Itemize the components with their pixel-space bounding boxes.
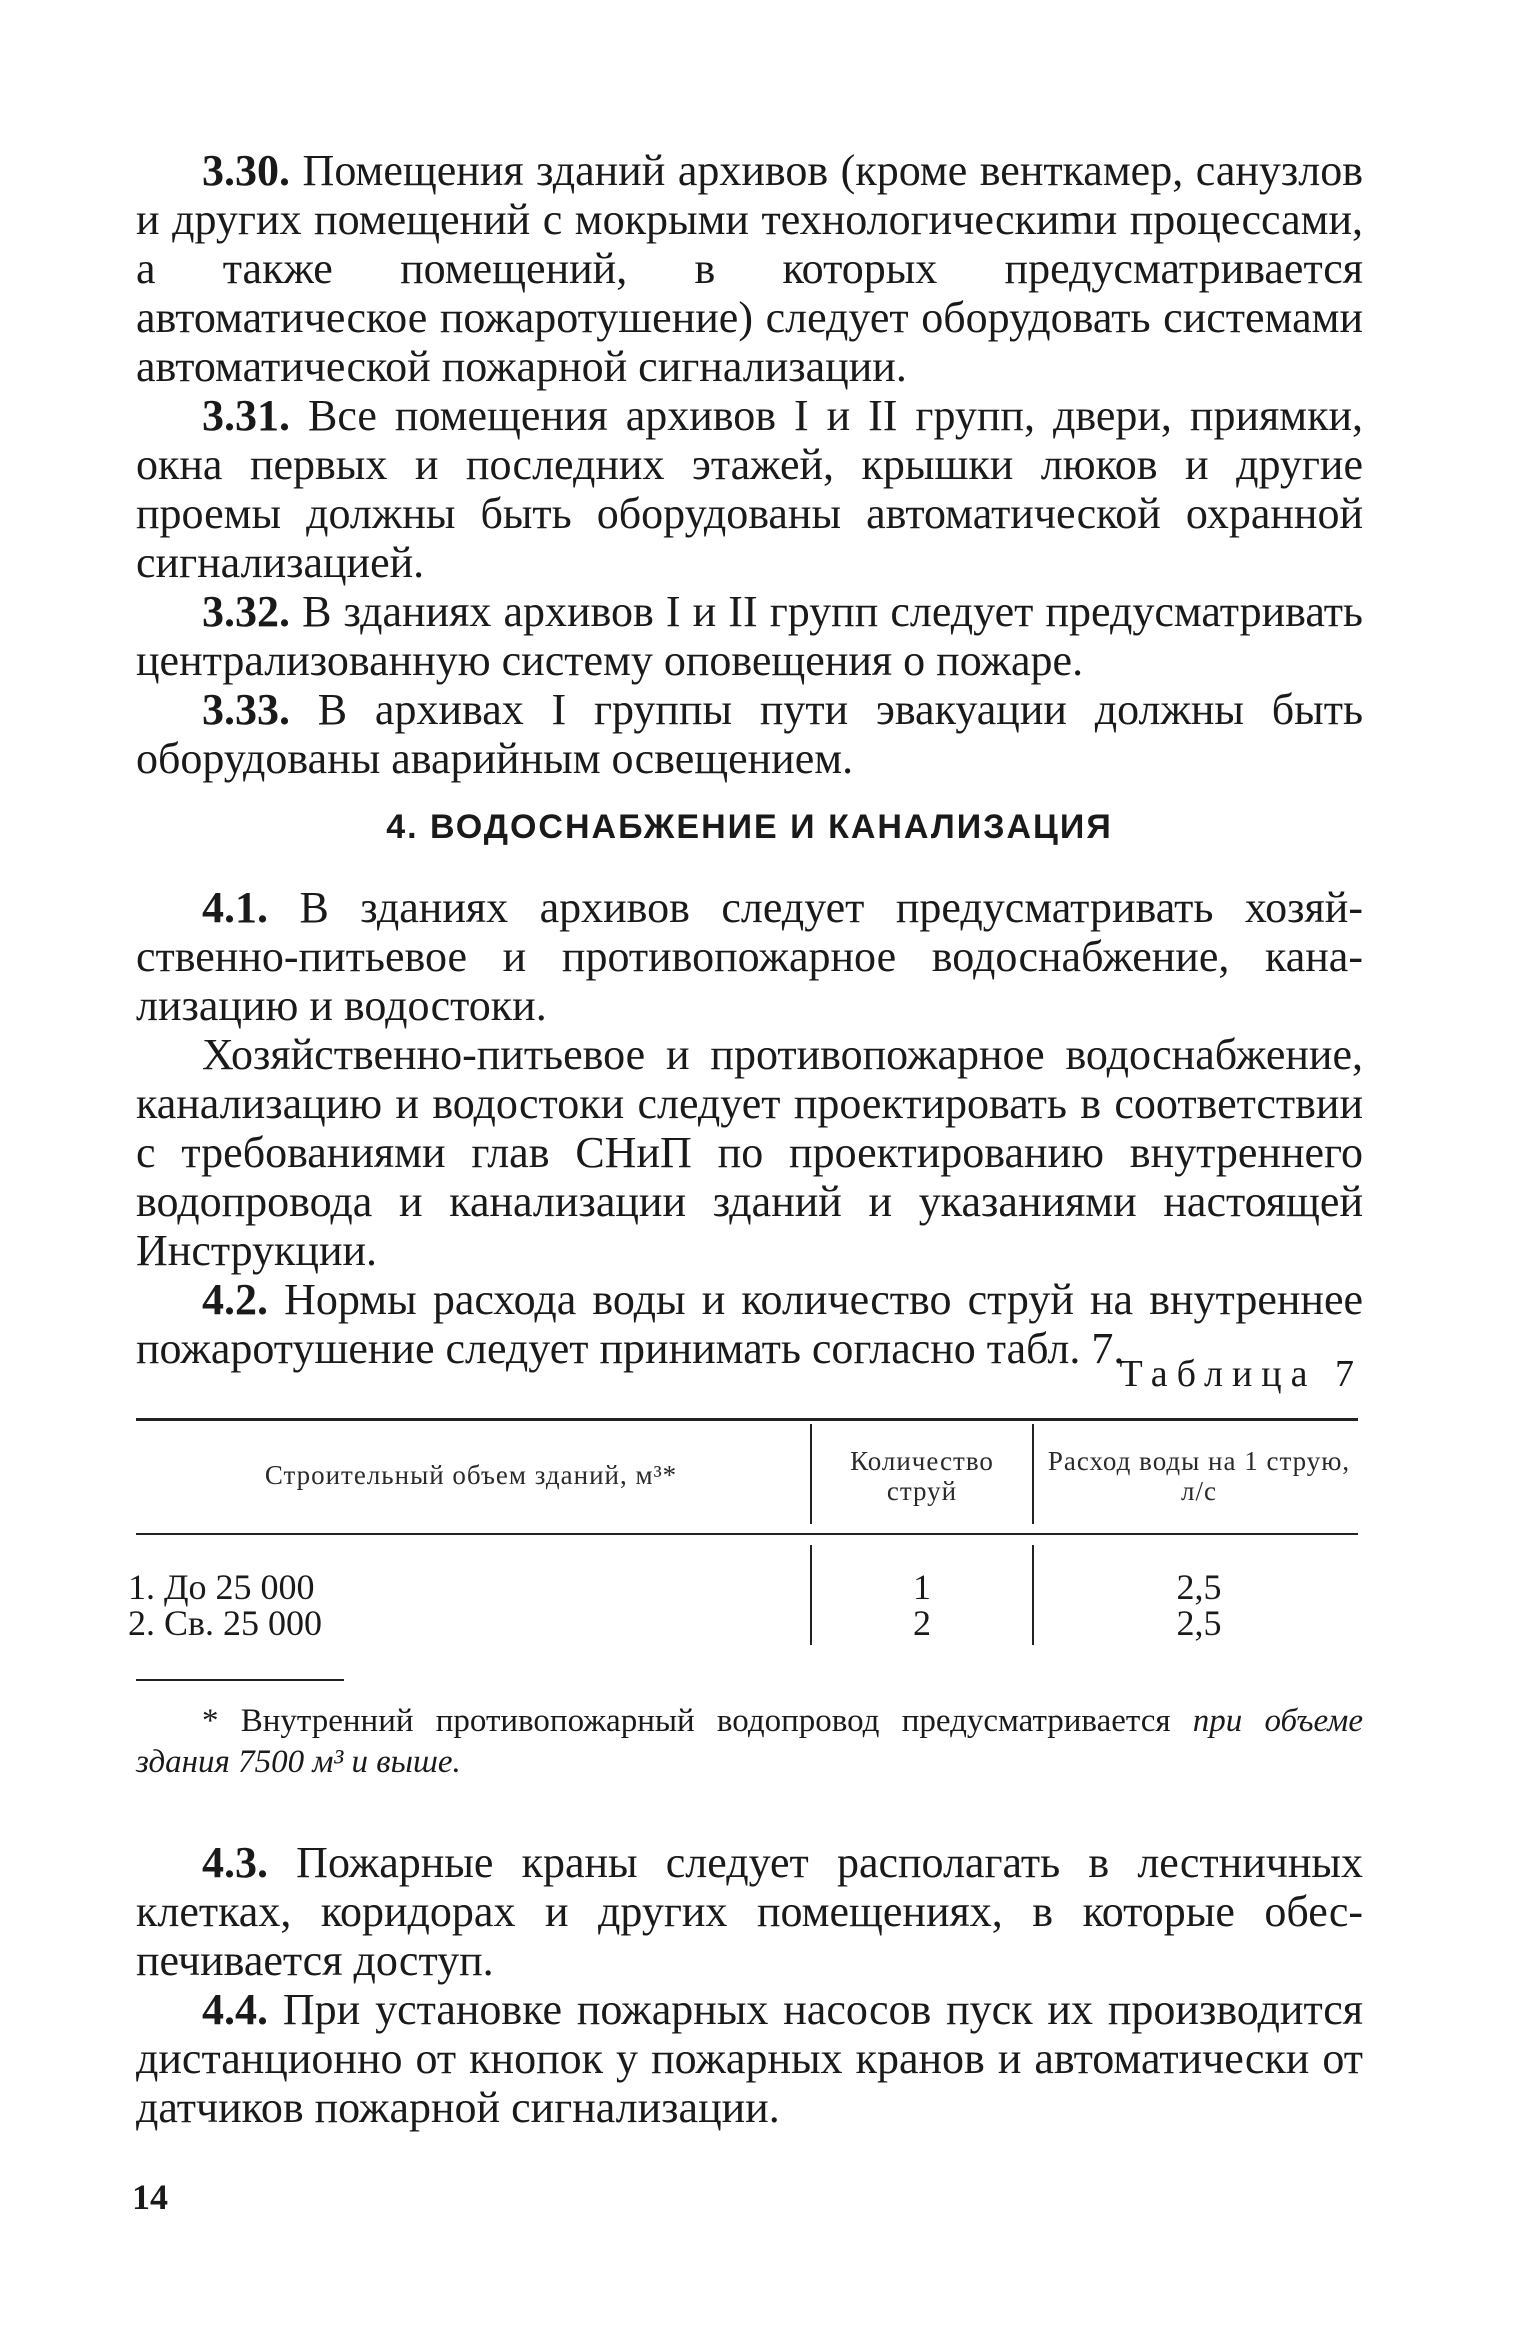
paragraph-text: В архивах I группы пути эвакуации должны быть оборудованы аварийным освещением. (136, 685, 1364, 783)
footnote-tail: при объеме здания 7500 м³ и выше. (136, 1703, 1363, 1780)
paragraph-3-33 (136, 685, 1363, 783)
paragraph-text: Все помещения архивов I и II групп, двери, приямки, окна первых и последних этажей, крышки люков и другие проемы должны быть оборудованы автоматической охранной сигнализацией. (136, 391, 1364, 587)
cell-jets: 2 (913, 1603, 931, 1643)
paragraph-4-1-continued (136, 1030, 1363, 1275)
paragraph-3-30 (136, 146, 1363, 391)
paragraph-text: Пожарные краны следует располагать в лестничных клетках, коридорах и других помещениях, в которые обеспечивается доступ. (136, 1838, 1363, 1985)
paragraph-text: Хозяйственно-питьевое и противопожарное водоснабжение, канализацию и водостоки следует проектировать в соответствии с требованиями глав СНиП по проектированию внутреннего водопровода и канализации зданий и указаниями настоящей Инструкции. (136, 1030, 1363, 1275)
column-divider (1032, 1424, 1034, 1524)
paragraph-number: 4.3. (202, 1838, 268, 1887)
section-4-text-top (136, 883, 1363, 1373)
footnote-rule (136, 1679, 344, 1681)
footnote-text: * Внутренний противопожарный водопровод предусматривается (202, 1703, 1171, 1739)
paragraph-4-3 (136, 1838, 1363, 1985)
column-header-flow: Расход воды на 1 струю, л/с (1047, 1446, 1351, 1506)
paragraph-text: Нормы расхода воды и количество струй на внутреннее пожаротушение следует принимать согласно табл. 7. (136, 1275, 1363, 1373)
paragraph-number: 4.1. (202, 883, 268, 932)
page-number: 14 (132, 2177, 168, 2217)
column-divider (810, 1545, 812, 1645)
cell-flow: 2,5 (1176, 1603, 1222, 1643)
paragraph-number: 3.33. (202, 685, 290, 734)
paragraph-4-4 (136, 1985, 1363, 2132)
section-4-text-bottom (136, 1838, 1363, 2132)
paragraph-3-31 (136, 391, 1363, 587)
table-header-rule (136, 1533, 1358, 1535)
paragraph-number: 3.30. (202, 146, 290, 195)
section-heading: 4. ВОДОСНАБЖЕНИЕ И КАНАЛИЗАЦИЯ (386, 808, 1113, 846)
paragraph-3-32 (136, 587, 1363, 685)
paragraph-number: 3.32. (202, 587, 290, 636)
column-header-volume: Строительный объем зданий, м³* (264, 1460, 678, 1490)
cell-volume: 2. Св. 25 000 (128, 1603, 323, 1643)
paragraph-text: В зданиях архивов следует предусматривать хозяйственно-питьевое и противопожарное водоснабжение, канализацию и водостоки. (136, 883, 1363, 1030)
cell-flow: 2,5 (1176, 1567, 1222, 1607)
paragraph-4-1 (136, 883, 1363, 1030)
paragraph-number: 4.2. (202, 1275, 268, 1324)
paragraph-number: 4.4. (202, 1985, 268, 2034)
table-footnote (136, 1701, 1363, 1783)
column-divider (810, 1424, 812, 1524)
section-3-text (136, 146, 1363, 783)
paragraph-number: 3.31. (202, 391, 290, 440)
column-divider (1032, 1545, 1034, 1645)
column-header-jets: Количество струй (850, 1446, 994, 1506)
paragraph-text: При установке пожарных насосов пуск их производится дистанционно от кнопок у пожарных кранов и автоматически от датчиков пожарной сигнализации. (136, 1985, 1363, 2132)
cell-jets: 1 (913, 1567, 931, 1607)
table-caption: Таблица 7 (1119, 1353, 1363, 1395)
paragraph-text: Помещения зданий архивов (кроме венткамер, санузлов и других помещений с мокрыми технологическиmи процессами, а также помещений, в которых предусматривается автоматическое пожаротушение) следует оборудовать системами автоматической пожарной сигнализации. (136, 146, 1364, 391)
paragraph-text: В зданиях архивов I и II групп следует предусматривать централизованную систему оповещения о пожаре. (136, 587, 1363, 685)
table-top-rule (136, 1418, 1358, 1421)
cell-volume: 1. До 25 000 (128, 1567, 315, 1607)
